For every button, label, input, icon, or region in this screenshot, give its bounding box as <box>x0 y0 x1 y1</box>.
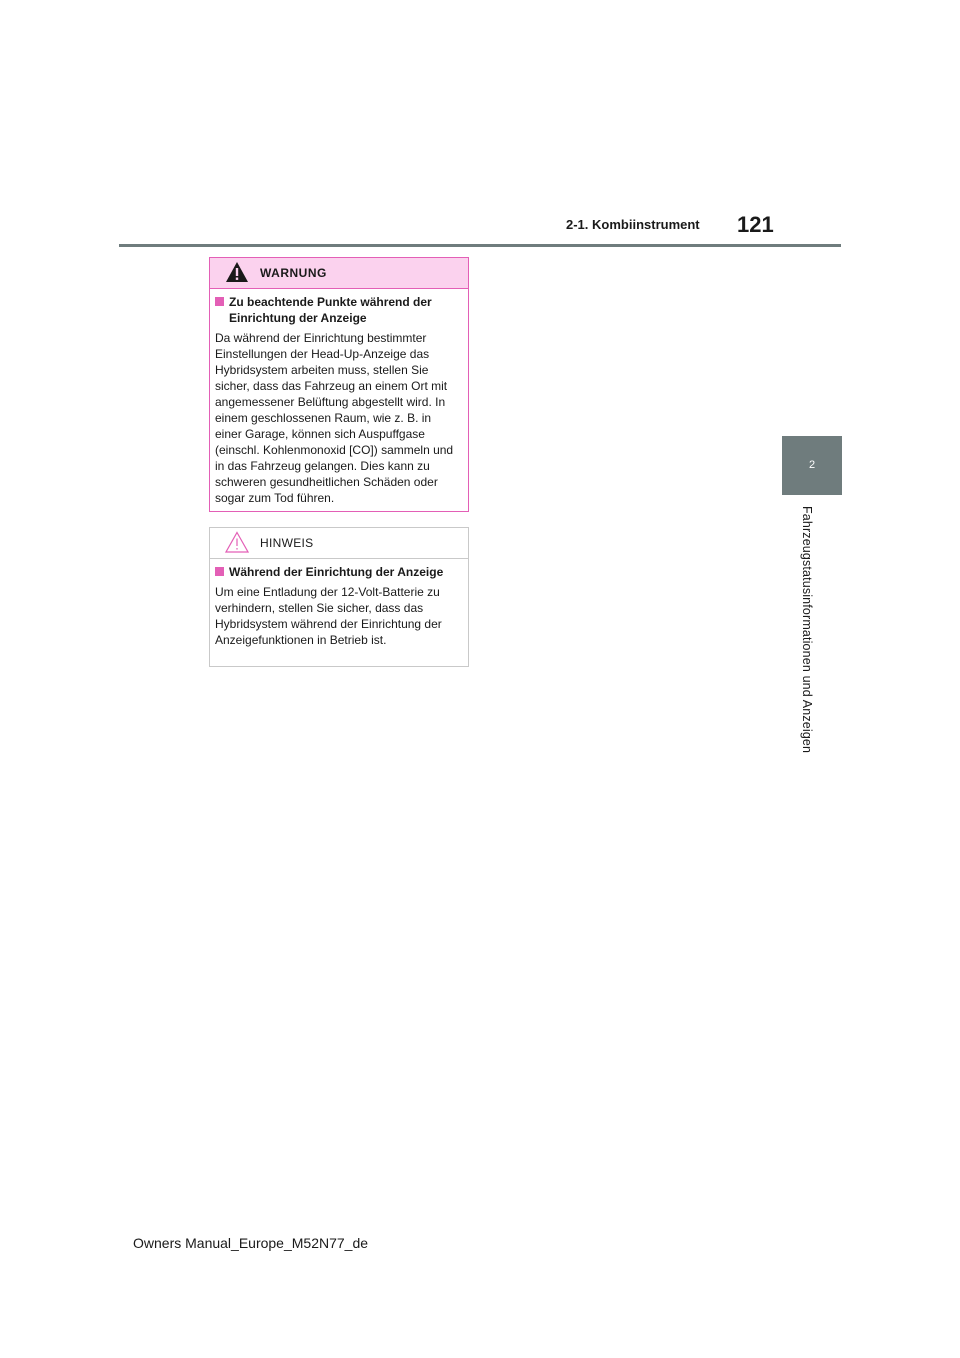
warning-body-text: Da während der Einrichtung bestimmter Einstellungen der Head-Up-Anzeige das Hybridsystem arbeiten muss, stellen Sie sicher, dass das Fahrzeug an einem Ort mit angemessener Belüftung abgestellt wird. In einem geschlossenen Raum, wie z. B. in einer Garage, können sich Auspuffgase (einschl. Kohlenmonoxid [CO]) sammeln und in das Fahrzeug gelangen. Dies kann zu schweren gesundheitlichen Schäden oder sogar zum Tod führen. <box>215 331 454 505</box>
section-title: 2-1. Kombiinstrument <box>566 217 700 232</box>
chapter-number: 2 <box>808 459 816 471</box>
chapter-title: Fahrzeugstatusinformationen und Anzeigen <box>800 506 814 754</box>
warning-title: WARNUNG <box>260 266 327 280</box>
header-divider <box>119 244 841 247</box>
square-bullet-icon <box>215 297 224 306</box>
square-bullet-icon <box>215 567 224 576</box>
chapter-tab <box>782 436 842 495</box>
warning-item-title <box>215 294 458 326</box>
page-number: 121 <box>737 212 774 237</box>
warning-triangle-icon <box>225 261 249 283</box>
note-item-title <box>215 564 458 580</box>
note-item-title-text: Während der Einrichtung der Anzeige <box>229 565 444 579</box>
note-header <box>210 528 468 559</box>
caution-triangle-outline-icon <box>225 531 249 553</box>
warning-item-title-text: Zu beachtende Punkte während der Einrichtung der Anzeige <box>229 295 432 325</box>
note-body-text: Um eine Entladung der 12-Volt-Batterie zu verhindern, stellen Sie sicher, dass das Hybridsystem während der Einrichtung der Anzeigefunktionen in Betrieb ist. <box>215 585 442 647</box>
warning-box <box>209 257 469 512</box>
footer-text: Owners Manual_Europe_M52N77_de <box>133 1235 369 1251</box>
warning-header <box>210 258 468 289</box>
note-title: HINWEIS <box>260 536 314 550</box>
note-box <box>209 527 469 667</box>
